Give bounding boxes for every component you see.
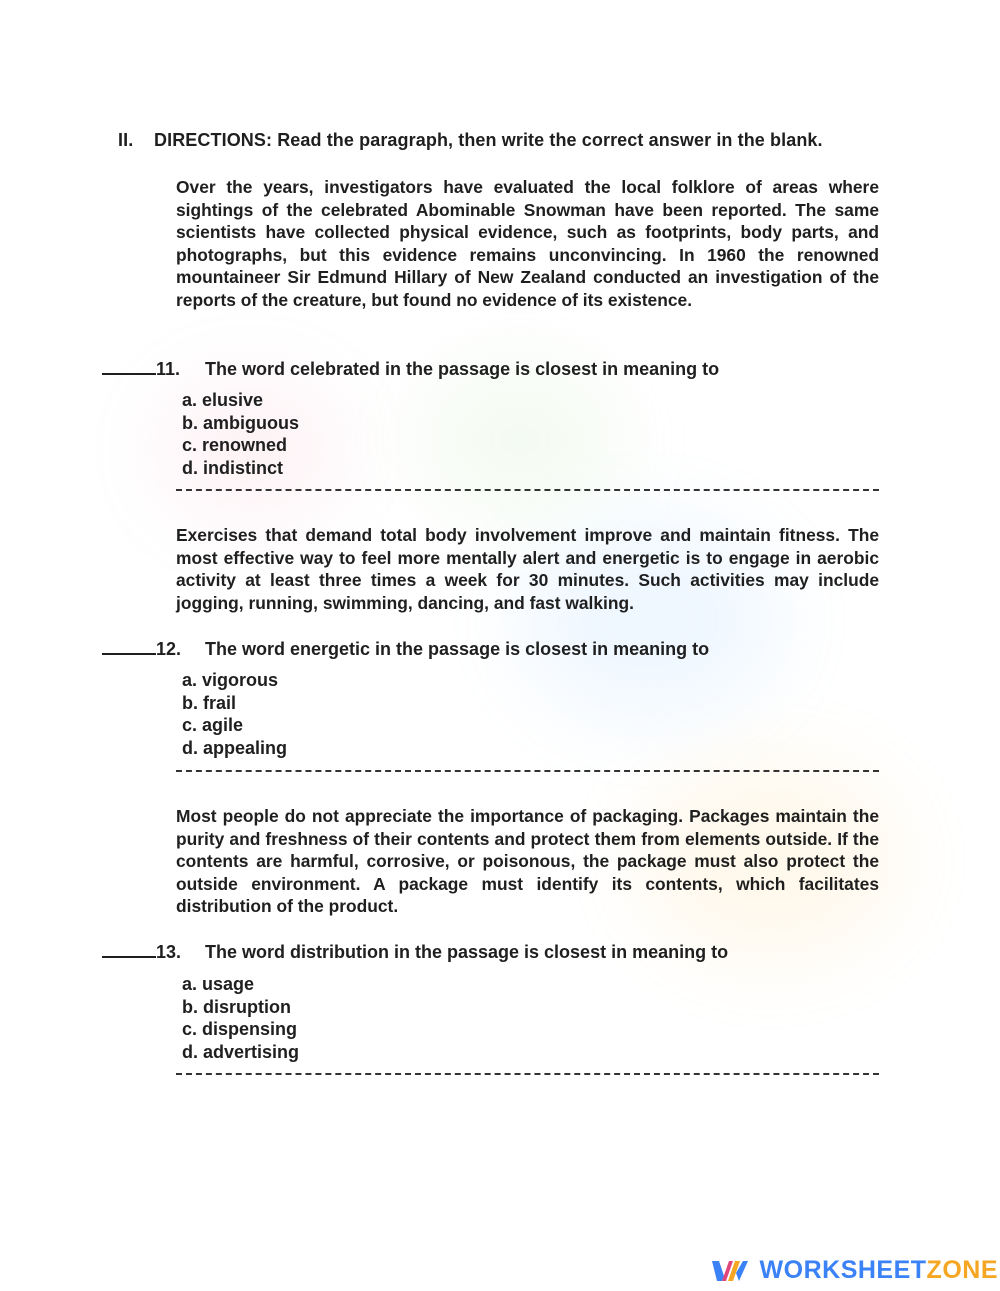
worksheetzone-brand[interactable] xyxy=(712,1256,998,1285)
question-12 xyxy=(102,637,709,660)
question-text: The word celebrated in the passage is closest in meaning to xyxy=(205,359,720,379)
passage-2: Exercises that demand total body involvement improve and maintain fitness. The most effective way to feel more mentally alert and energetic is to engage in aerobic activity at least three times a week for 30 minutes. Such activities may include jogging, running, swimming, dancing, and fast walking. xyxy=(176,525,879,613)
options-list-12 xyxy=(182,669,287,759)
question-11 xyxy=(102,357,719,380)
dashed-divider xyxy=(176,1073,879,1075)
option-d: d. indistinct xyxy=(182,457,283,478)
option-d: d. appealing xyxy=(182,737,288,758)
option-a: a. vigorous xyxy=(182,670,279,690)
answer-blank[interactable] xyxy=(102,637,156,655)
options-list-13 xyxy=(182,973,299,1063)
option-c: c. agile xyxy=(182,715,244,735)
worksheetzone-logo-icon xyxy=(712,1259,748,1283)
question-number: 13. xyxy=(156,942,182,962)
option-b: b. ambiguous xyxy=(182,412,299,433)
option-d: d. advertising xyxy=(182,1041,300,1062)
question-text: The word energetic in the passage is closest in meaning to xyxy=(205,639,710,659)
dashed-divider xyxy=(176,770,879,772)
option-a: a. usage xyxy=(182,974,255,994)
options-list-11 xyxy=(182,389,299,479)
brand-name-part1: WORKSHEET xyxy=(759,1256,927,1284)
question-number: 11. xyxy=(156,359,181,379)
section-numeral: II. xyxy=(118,130,134,150)
option-c: c. renowned xyxy=(182,435,288,455)
question-number: 12. xyxy=(156,639,182,659)
option-b: b. frail xyxy=(182,692,237,713)
answer-blank[interactable] xyxy=(102,940,156,958)
directions-heading xyxy=(118,130,823,151)
directions-text: DIRECTIONS: Read the paragraph, then write the correct answer in the blank. xyxy=(154,130,823,150)
question-text: The word distribution in the passage is closest in meaning to xyxy=(205,942,729,962)
option-b: b. disruption xyxy=(182,996,291,1017)
passage-3: Most people do not appreciate the importance of packaging. Packages maintain the purity and freshness of their contents and protect them from elements outside. If the contents are harmful, corrosive, or poisonous, the package must also protect the outside environment. A package must identify its contents, which facilitates distribution of the product. xyxy=(176,806,879,917)
passage-1: Over the years, investigators have evaluated the local folklore of areas where sightings of the celebrated Abominable Snowman have been reported. The same scientists have collected physical evidence, such as footprints, body parts, and photographs, but this evidence remains unconvincing. In 1960 the renowned mountaineer Sir Edmund Hillary of New Zealand conducted an investigation of the reports of the creature, but found no evidence of its existence. xyxy=(176,177,879,310)
answer-blank[interactable] xyxy=(102,357,156,375)
option-c: c. dispensing xyxy=(182,1019,298,1039)
option-a: a. elusive xyxy=(182,390,264,410)
question-13 xyxy=(102,940,728,963)
brand-name-part2: ZONE xyxy=(926,1256,998,1284)
watermark-wash xyxy=(420,360,620,520)
dashed-divider xyxy=(176,489,879,491)
